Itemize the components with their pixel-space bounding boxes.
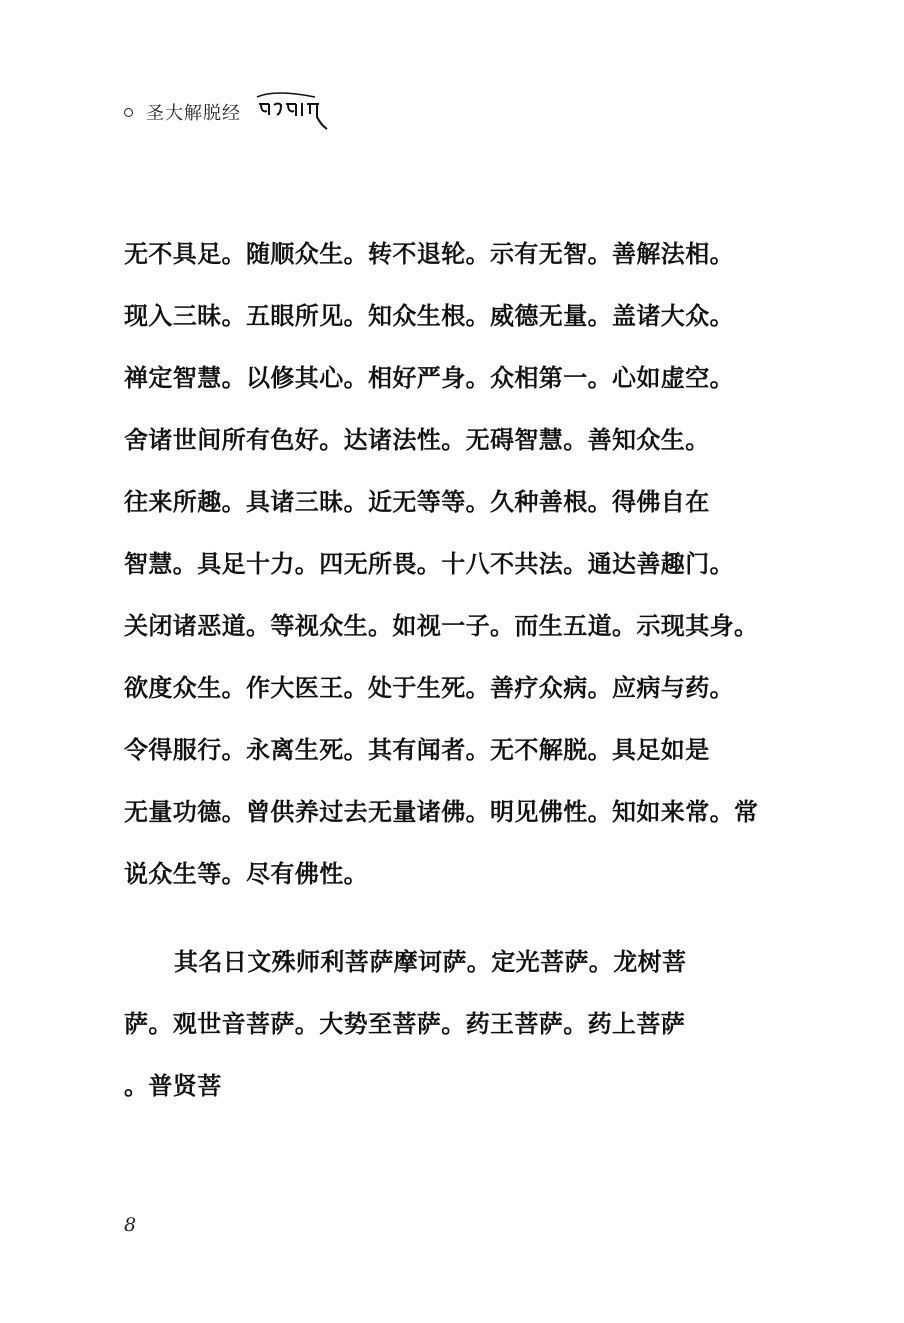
text-line: 萨。观世音菩萨。大势至菩萨。药王菩萨。药上菩萨: [124, 1009, 686, 1038]
text-line: 欲度众生。作大医王。处于生死。善疗众病。应病与药。: [124, 673, 734, 702]
text-line: 。普贤菩: [124, 1071, 222, 1100]
text-line: 其名日文殊师利菩萨摩诃萨。定光菩萨。龙树菩: [174, 947, 687, 976]
paragraph: [124, 931, 764, 1117]
text-line: 现入三昧。五眼所见。知众生根。威德无量。盖诸大众。: [124, 301, 734, 330]
header-title: 圣大解脱经: [146, 103, 241, 124]
tibetan-script-mark-icon: [255, 91, 337, 133]
paragraph-gap: [124, 905, 764, 931]
text-line: 往来所趣。具诸三昧。近无等等。久种善根。得佛自在: [124, 487, 710, 516]
text-line: 无量功德。曾供养过去无量诸佛。明见佛性。知如来常。常: [124, 797, 759, 826]
text-line: 关闭诸恶道。等视众生。如视一子。而生五道。示现其身。: [124, 611, 759, 640]
text-line: 智慧。具足十力。四无所畏。十八不共法。通达善趣门。: [124, 549, 734, 578]
text-line: 令得服行。永离生死。其有闻者。无不解脱。具足如是: [124, 735, 710, 764]
scripture-body: [124, 223, 764, 1117]
text-line: 禅定智慧。以修其心。相好严身。众相第一。心如虚空。: [124, 363, 734, 392]
text-line: 舍诸世间所有色好。达诸法性。无碍智慧。善知众生。: [124, 425, 710, 454]
page-number: 8: [124, 1214, 137, 1236]
text-line: 说众生等。尽有佛性。: [124, 859, 368, 888]
running-header: [124, 92, 337, 132]
text-line: 无不具足。随顺众生。转不退轮。示有无智。善解法相。: [124, 239, 734, 268]
header-bullet-icon: [124, 108, 133, 117]
paragraph: [124, 223, 764, 905]
